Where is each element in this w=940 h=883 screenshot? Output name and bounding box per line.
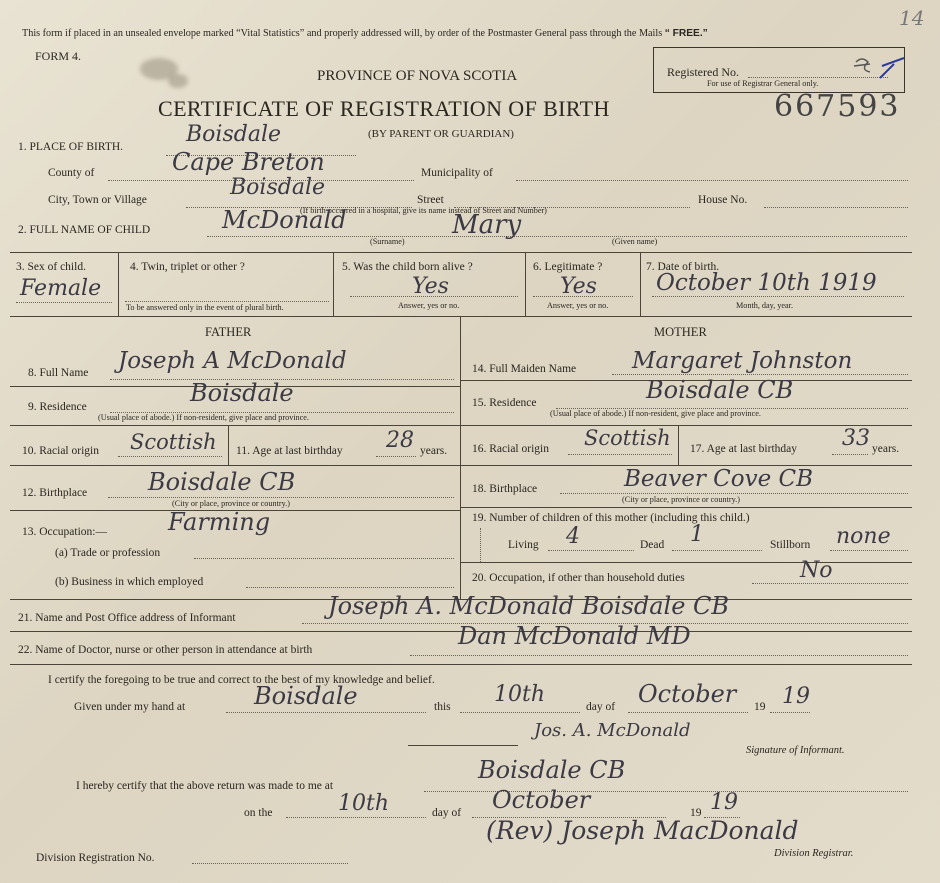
mother-age-value: 33 xyxy=(842,426,870,451)
registered-label: Registered No. xyxy=(667,65,739,79)
mother-racial-label: 16. Racial origin xyxy=(472,443,549,455)
father-name-label: 8. Full Name xyxy=(28,367,89,379)
father-residence-note: (Usual place of abode.) If non-resident, give place and province. xyxy=(98,413,309,422)
mother-birthplace-value: Beaver Cove CB xyxy=(624,466,813,492)
informant-value: Joseph A. McDonald Boisdale CB xyxy=(328,592,730,620)
mother-heading: MOTHER xyxy=(654,325,707,339)
place-of-birth-label: 1. PLACE OF BIRTH. xyxy=(18,141,124,153)
date-of-birth-value: October 10th 1919 xyxy=(656,270,877,296)
living-value: 4 xyxy=(566,524,580,549)
legitimate-note: Answer, yes or no. xyxy=(547,301,609,310)
province-heading: PROVINCE OF NOVA SCOTIA xyxy=(317,68,518,84)
father-birthplace-value: Boisdale CB xyxy=(148,468,296,496)
on-the-label: on the xyxy=(244,807,273,819)
county-value: Cape Breton xyxy=(172,148,325,176)
father-birthplace-label: 12. Birthplace xyxy=(22,487,88,499)
registrar-caption: Division Registrar. xyxy=(774,848,854,859)
return-day-of-label: day of xyxy=(432,807,462,819)
municipality-label: Municipality of xyxy=(421,167,493,179)
child-given-name: Mary xyxy=(452,210,522,240)
mother-age-label: 17. Age at last birthday xyxy=(690,443,797,455)
sex-value: Female xyxy=(20,276,102,301)
return-year-prefix: 19 xyxy=(690,807,702,819)
father-age-value: 28 xyxy=(386,428,414,453)
mother-birthplace-note: (City or place, province or country.) xyxy=(622,495,740,504)
street-label: Street xyxy=(417,194,444,206)
child-name-label: 2. FULL NAME OF CHILD xyxy=(18,224,151,236)
certificate-title: CERTIFICATE OF REGISTRATION OF BIRTH xyxy=(158,96,610,121)
father-occupation-label: 13. Occupation:— xyxy=(22,526,107,538)
certification-statement: I certify the foregoing to be true and correct to the best of my knowledge and belief. xyxy=(48,674,435,686)
dead-value: 1 xyxy=(690,522,704,547)
registered-number-box xyxy=(653,47,905,93)
children-count-label: 19. Number of children of this mother (including this child.) xyxy=(472,512,750,524)
mother-name-label: 14. Full Maiden Name xyxy=(472,363,577,375)
city-label: City, Town or Village xyxy=(48,194,147,206)
father-heading: FATHER xyxy=(205,325,252,339)
day-of-label: day of xyxy=(586,701,616,713)
born-alive-value: Yes xyxy=(412,274,449,299)
given-name-caption: (Given name) xyxy=(612,237,658,246)
ink-stain xyxy=(168,74,188,88)
certificate-number: 667593 xyxy=(774,89,901,124)
dead-label: Dead xyxy=(640,539,665,551)
informant-label: 21. Name and Post Office address of Informant xyxy=(18,612,236,624)
father-occupation-value: Farming xyxy=(168,508,271,536)
trade-label: (a) Trade or profession xyxy=(55,547,161,559)
registrar-signature: (Rev) Joseph MacDonald xyxy=(486,816,799,845)
given-month-value: October xyxy=(638,680,737,708)
mother-residence-value: Boisdale CB xyxy=(646,376,794,404)
business-label: (b) Business in which employed xyxy=(55,576,204,588)
mother-name-value: Margaret Johnston xyxy=(632,348,853,374)
born-alive-label: 5. Was the child born alive ? xyxy=(342,261,473,273)
twin-note: To be answered only in the event of plural birth. xyxy=(126,303,284,312)
house-label: House No. xyxy=(698,194,748,206)
father-residence-label: 9. Residence xyxy=(28,401,87,413)
surname-caption: (Surname) xyxy=(370,237,405,246)
twin-label: 4. Twin, triplet or other ? xyxy=(130,261,245,273)
mother-occupation-label: 20. Occupation, if other than household duties xyxy=(472,572,685,584)
postal-notice: This form if placed in an unsealed envelope marked “Vital Statistics” and properly addressed will, by order of the Postmaster General pass through the Mails “ FREE.” xyxy=(22,28,708,39)
return-year-value: 19 xyxy=(710,790,738,815)
return-month-value: October xyxy=(492,786,591,814)
living-label: Living xyxy=(508,539,539,551)
given-year-value: 19 xyxy=(782,684,810,709)
informant-signature: Jos. A. McDonald xyxy=(534,720,691,741)
mother-residence-note: (Usual place of abode.) If non-resident, give place and province. xyxy=(550,409,761,418)
given-year-prefix: 19 xyxy=(754,701,766,713)
return-place-value: Boisdale CB xyxy=(478,756,626,784)
hospital-note: (If birth occurred in a hospital, give its name instead of Street and Number) xyxy=(300,206,547,215)
doctor-value: Dan McDonald MD xyxy=(458,622,691,650)
certificate-subtitle: (BY PARENT OR GUARDIAN) xyxy=(368,128,514,140)
city-value: Boisdale xyxy=(230,175,325,200)
given-day-value: 10th xyxy=(494,682,546,707)
free-notice: “ FREE.” xyxy=(664,28,708,39)
form-label: FORM 4. xyxy=(35,49,82,63)
corner-number: 14 xyxy=(899,6,925,30)
mother-residence-label: 15. Residence xyxy=(472,397,537,409)
date-of-birth-label: 7. Date of birth. xyxy=(646,261,720,273)
stillborn-label: Stillborn xyxy=(770,539,811,551)
father-age-label: 11. Age at last birthday xyxy=(236,445,343,457)
given-under-hand-label: Given under my hand at xyxy=(74,701,186,713)
father-age-unit: years. xyxy=(420,445,448,457)
father-birthplace-note: (City or place, province or country.) xyxy=(172,499,290,508)
doctor-label: 22. Name of Doctor, nurse or other person in attendance at birth xyxy=(18,644,313,656)
father-racial-value: Scottish xyxy=(130,430,217,454)
return-statement: I hereby certify that the above return was made to me at xyxy=(76,780,334,792)
father-residence-value: Boisdale xyxy=(190,379,294,407)
legitimate-value: Yes xyxy=(560,274,597,299)
mother-birthplace-label: 18. Birthplace xyxy=(472,483,538,495)
mother-occupation-value: No xyxy=(800,558,833,583)
registrar-use-note: For use of Registrar General only. xyxy=(707,79,819,88)
place-of-birth-value: Boisdale xyxy=(186,122,281,147)
return-day-value: 10th xyxy=(338,791,390,816)
father-racial-label: 10. Racial origin xyxy=(22,445,99,457)
stillborn-value: none xyxy=(836,524,891,549)
born-alive-note: Answer, yes or no. xyxy=(398,301,460,310)
county-label: County of xyxy=(48,167,95,179)
registrar-marks xyxy=(850,52,906,82)
date-of-birth-note: Month, day, year. xyxy=(736,301,793,310)
sex-label: 3. Sex of child. xyxy=(16,261,86,273)
given-place-value: Boisdale xyxy=(254,682,358,710)
father-name-value: Joseph A McDonald xyxy=(118,348,347,374)
informant-signature-caption: Signature of Informant. xyxy=(746,745,845,756)
legitimate-label: 6. Legitimate ? xyxy=(533,261,603,273)
division-registration-label: Division Registration No. xyxy=(36,852,155,864)
this-label: this xyxy=(434,701,451,713)
mother-racial-value: Scottish xyxy=(584,426,671,450)
mother-age-unit: years. xyxy=(872,443,900,455)
child-surname: McDonald xyxy=(222,206,347,234)
